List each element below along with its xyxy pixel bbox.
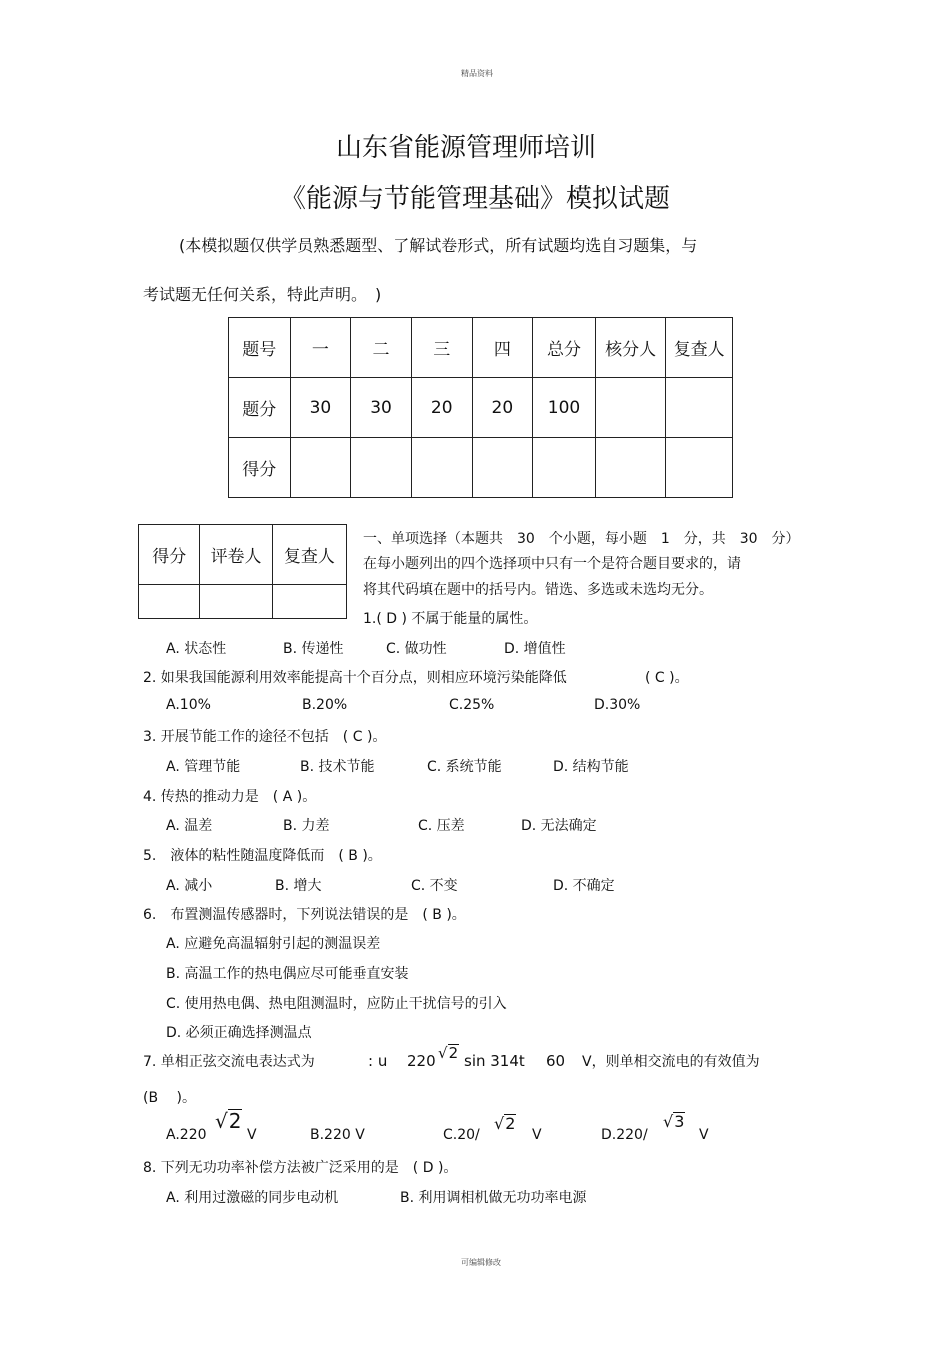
score-cell: 30 [351,378,412,438]
score-cell [351,438,412,498]
score-cell: 30 [290,378,351,438]
formula-part: : u [368,1052,388,1070]
score-cell: 二 [351,318,412,378]
sqrt-radicand: 2 [448,1044,459,1062]
score-cell [666,378,733,438]
sqrt-radicand: 2 [505,1114,516,1133]
score-cell: 总分 [533,318,596,378]
option-unit: V [247,1127,257,1143]
score-cell: 复查人 [666,318,733,378]
score-cell: 20 [472,378,533,438]
grader-cell [272,585,346,619]
section1-instruction: 将其代码填在题中的括号内。错选、多选或未选均无分。 [363,582,713,598]
score-cell: 题号 [229,318,291,378]
question-7-answer: (B )。 [143,1090,196,1106]
doc-subtitle: 《能源与节能管理基础》模拟试题 [280,184,671,214]
option: C.20/ [443,1127,480,1143]
question-4: 4. 传热的推动力是 ( A )。 [143,789,317,805]
grader-cell: 复查人 [272,525,346,585]
score-cell [595,378,666,438]
score-cell: 一 [290,318,351,378]
option: D. 结构节能 [553,759,629,775]
page-footer: 可编辑修改 [461,1258,501,1267]
page-header: 精品资料 [461,69,493,78]
score-table-row [229,378,733,438]
section1-heading: 一、单项选择（本题共 30 个小题，每小题 1 分，共 30 分） [363,531,800,547]
option: D. 必须正确选择测温点 [166,1025,312,1041]
score-cell [595,438,666,498]
option: C. 使用热电偶、热电阻测温时，应防止干扰信号的引入 [166,996,507,1012]
option: A. 应避免高温辐射引起的测温误差 [166,936,381,952]
option: C.25% [449,697,495,713]
score-cell: 四 [472,318,533,378]
grader-table [138,524,347,619]
option: A.10% [166,697,211,713]
option: B.20% [302,697,348,713]
option: C. 系统节能 [427,759,502,775]
score-cell: 题分 [229,378,291,438]
sqrt-symbol: √2 [438,1044,459,1062]
doc-title: 山东省能源管理师培训 [336,133,597,163]
option: D. 不确定 [553,878,615,894]
score-cell: 20 [411,378,472,438]
option: B. 技术节能 [300,759,375,775]
question-7-tail: V，则单相交流电的有效值为 [582,1054,760,1070]
score-cell: 三 [411,318,472,378]
option: D. 无法确定 [521,818,597,834]
option: C. 压差 [418,818,465,834]
sqrt-symbol: √3 [663,1112,685,1131]
score-cell [472,438,533,498]
option: B. 传递性 [283,641,344,657]
option-unit: V [532,1127,542,1143]
option: D.220/ [601,1127,648,1143]
score-cell: 100 [533,378,596,438]
question-2: 2. 如果我国能源利用效率能提高十个百分点，则相应环境污染能降低 [143,670,567,686]
score-cell [533,438,596,498]
question-1: 1.( D ) 不属于能量的属性。 [363,611,538,627]
question-3: 3. 开展节能工作的途径不包括 ( C )。 [143,729,387,745]
section1-instruction: 在每小题列出的四个选择项中只有一个是符合题目要求的，请 [363,556,741,572]
grader-cell: 得分 [139,525,200,585]
option: B.220 V [310,1127,365,1143]
option: B. 利用调相机做无功功率电源 [400,1190,587,1206]
option: B. 力差 [283,818,330,834]
option: A. 管理节能 [166,759,241,775]
option: A. 利用过激磁的同步电动机 [166,1190,339,1206]
question-6: 6. 布置测温传感器时，下列说法错误的是 ( B )。 [143,907,466,923]
grader-cell: 评卷人 [200,525,272,585]
score-cell: 得分 [229,438,291,498]
sqrt-radicand: 2 [228,1109,242,1133]
formula-part: 220 [407,1052,436,1070]
option: A. 温差 [166,818,213,834]
option: A.220 [166,1127,207,1143]
option: B. 高温工作的热电偶应尽可能垂直安装 [166,966,409,982]
question-2-answer: ( C )。 [645,670,689,686]
score-cell [666,438,733,498]
score-cell [290,438,351,498]
option: A. 减小 [166,878,213,894]
sqrt-symbol: √2 [215,1109,242,1133]
question-5: 5. 液体的粘性随温度降低而 ( B )。 [143,848,382,864]
formula-part: 60 [546,1052,566,1070]
formula-part: sin 314t [464,1052,525,1070]
score-cell [411,438,472,498]
grader-table-row [139,585,347,619]
question-7: 7. 单相正弦交流电表达式为 [143,1054,315,1070]
option: D. 增值性 [504,641,566,657]
grader-cell [200,585,272,619]
option: A. 状态性 [166,641,227,657]
option: D.30% [594,697,641,713]
score-table [228,317,733,498]
score-table-row [229,318,733,378]
option: C. 不变 [411,878,458,894]
disclaimer-line2: 考试题无任何关系，特此声明。 ) [143,285,382,304]
option: C. 做功性 [386,641,447,657]
option: B. 增大 [275,878,322,894]
score-table-row [229,438,733,498]
sqrt-radicand: 3 [674,1112,685,1131]
grader-cell [139,585,200,619]
score-cell: 核分人 [595,318,666,378]
question-8: 8. 下列无功功率补偿方法被广泛采用的是 ( D )。 [143,1160,458,1176]
sqrt-symbol: √2 [494,1114,516,1133]
option-unit: V [699,1127,709,1143]
disclaimer-line1: (本模拟题仅供学员熟悉题型、了解试卷形式，所有试题均选自习题集，与 [179,236,698,255]
grader-table-row [139,525,347,585]
